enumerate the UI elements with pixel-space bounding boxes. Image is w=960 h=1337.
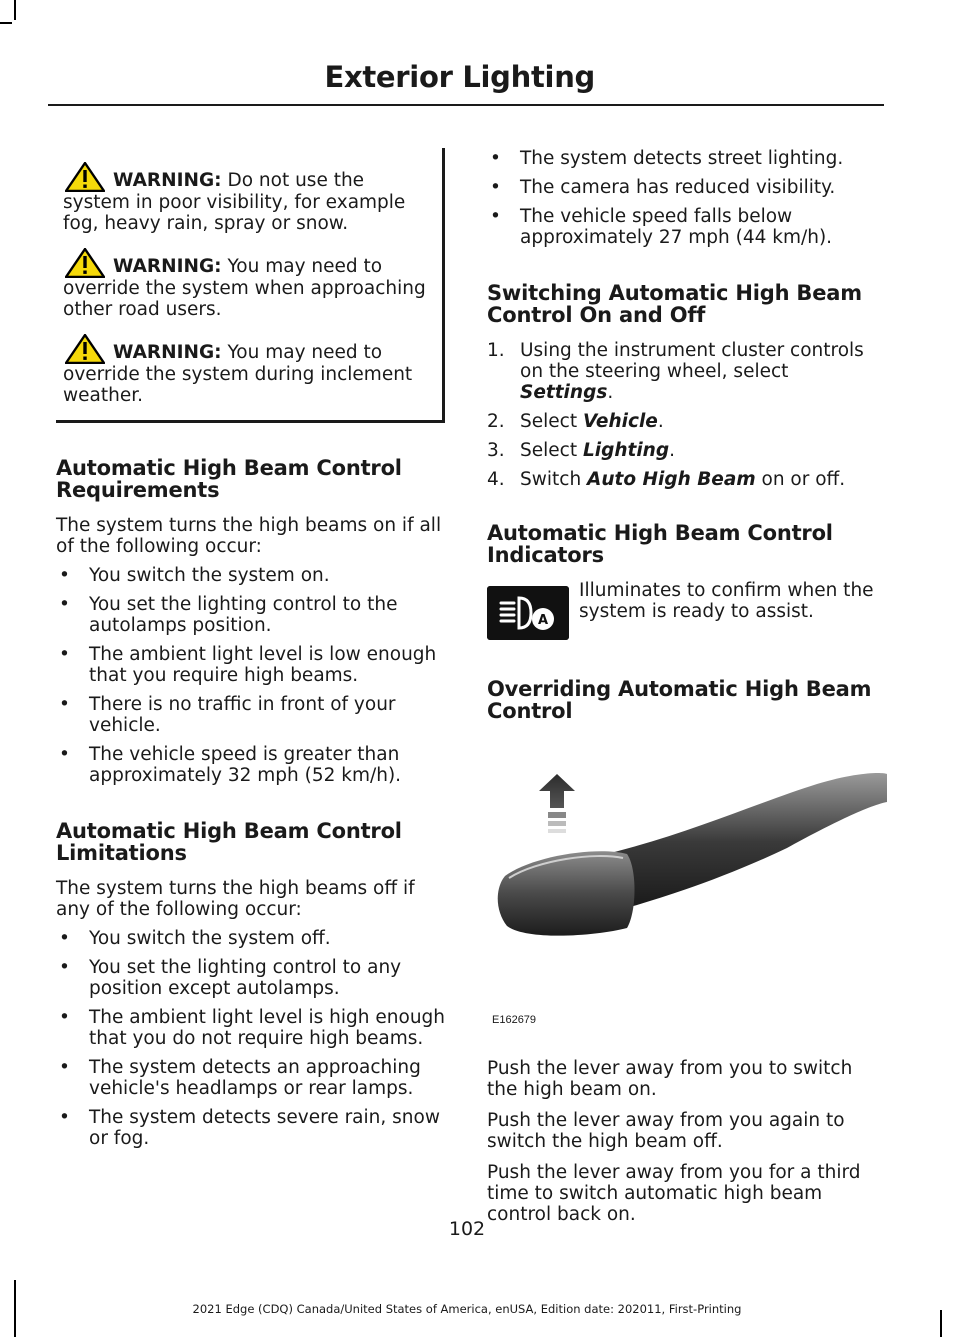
list-item: • You switch the system on. <box>59 565 330 586</box>
list-item: • You set the lighting control to the autolamps position. <box>59 594 398 636</box>
list-item: • The system detects an approaching vehicle's headlamps or rear lamps. <box>59 1057 421 1099</box>
lever-image <box>487 736 887 1034</box>
override-paragraph: Push the lever away from you again to switch the high beam off. <box>487 1110 845 1152</box>
limitations-intro: The system turns the high beams off if any of the following occur: <box>56 878 415 920</box>
header-rule <box>48 104 884 106</box>
warning-triangle-icon <box>65 248 105 278</box>
crop-mark <box>14 0 16 20</box>
requirements-intro: The system turns the high beams on if all of the following occur: <box>56 515 442 557</box>
list-item: • The vehicle speed is greater than approximately 32 mph (52 km/h). <box>59 744 402 786</box>
step-item: 3. Select Lighting. <box>487 440 675 461</box>
list-item: • The ambient light level is high enough that you do not require high beams. <box>59 1007 446 1049</box>
step-item: 4. Switch Auto High Beam on or off. <box>487 469 846 490</box>
step-item: 1. Using the instrument cluster controls on the steering wheel, select Settings. <box>487 340 864 403</box>
right-column <box>487 148 887 1233</box>
override-paragraph: Push the lever away from you for a third time to switch automatic high beam control back on. <box>487 1162 861 1225</box>
figure-code: E162679 <box>492 1014 537 1026</box>
warning-item <box>63 248 436 320</box>
step-item: 2. Select Vehicle. <box>487 411 664 432</box>
list-item: • The vehicle speed falls below approximately 27 mph (44 km/h). <box>490 206 833 248</box>
lever-illustration <box>487 736 887 1034</box>
warning-label: WARNING: <box>113 342 222 363</box>
warning-item <box>63 334 436 406</box>
page-title: Exterior Lighting <box>324 60 595 94</box>
list-item: • There is no traffic in front of your vehicle. <box>59 694 396 736</box>
section-heading-indicators: Automatic High Beam Control Indicators <box>487 521 833 567</box>
limitations-list-continued <box>487 148 887 248</box>
footer-text: 2021 Edge (CDQ) Canada/United States of America, enUSA, Edition date: 202011, First-Printing <box>192 1302 742 1316</box>
warning-text: You may need to override the system when approaching other road users. <box>63 256 426 320</box>
indicator-row <box>487 580 887 640</box>
auto-high-beam-indicator-icon <box>487 586 569 640</box>
page-number: 102 <box>448 1218 486 1240</box>
warning-item <box>63 162 436 234</box>
warning-triangle-icon <box>65 162 105 192</box>
list-item: • You switch the system off. <box>59 928 331 949</box>
left-column <box>56 148 446 1157</box>
indicator-description: Illuminates to confirm when the system is ready to assist. <box>579 580 874 622</box>
list-item: • You set the lighting control to any position except autolamps. <box>59 957 402 999</box>
crop-mark <box>940 1310 942 1337</box>
crop-mark <box>0 22 12 24</box>
list-item: • The camera has reduced visibility. <box>490 177 836 198</box>
section-heading-limitations: Automatic High Beam Control Limitations <box>56 819 402 865</box>
svg-text:A: A <box>537 613 549 628</box>
section-heading-switching: Switching Automatic High Beam Control On and Off <box>487 281 862 327</box>
override-paragraph: Push the lever away from you to switch the high beam on. <box>487 1058 853 1100</box>
requirements-list <box>56 565 446 786</box>
warning-label: WARNING: <box>113 170 222 191</box>
list-item: • The system detects street lighting. <box>490 148 844 169</box>
warning-label: WARNING: <box>113 256 222 277</box>
section-heading-requirements: Automatic High Beam Control Requirements <box>56 456 402 502</box>
limitations-list <box>56 928 446 1149</box>
switching-steps <box>487 340 887 490</box>
warning-text: You may need to override the system during inclement weather. <box>63 342 413 406</box>
list-item: • The ambient light level is low enough that you require high beams. <box>59 644 437 686</box>
warning-text: Do not use the system in poor visibility, for example fog, heavy rain, spray or snow. <box>63 170 406 234</box>
warning-triangle-icon <box>65 334 105 364</box>
list-item: • The system detects severe rain, snow or fog. <box>59 1107 440 1149</box>
warning-box <box>56 148 445 423</box>
section-heading-overriding: Overriding Automatic High Beam Control <box>487 677 872 723</box>
push-arrow-icon <box>539 774 575 833</box>
